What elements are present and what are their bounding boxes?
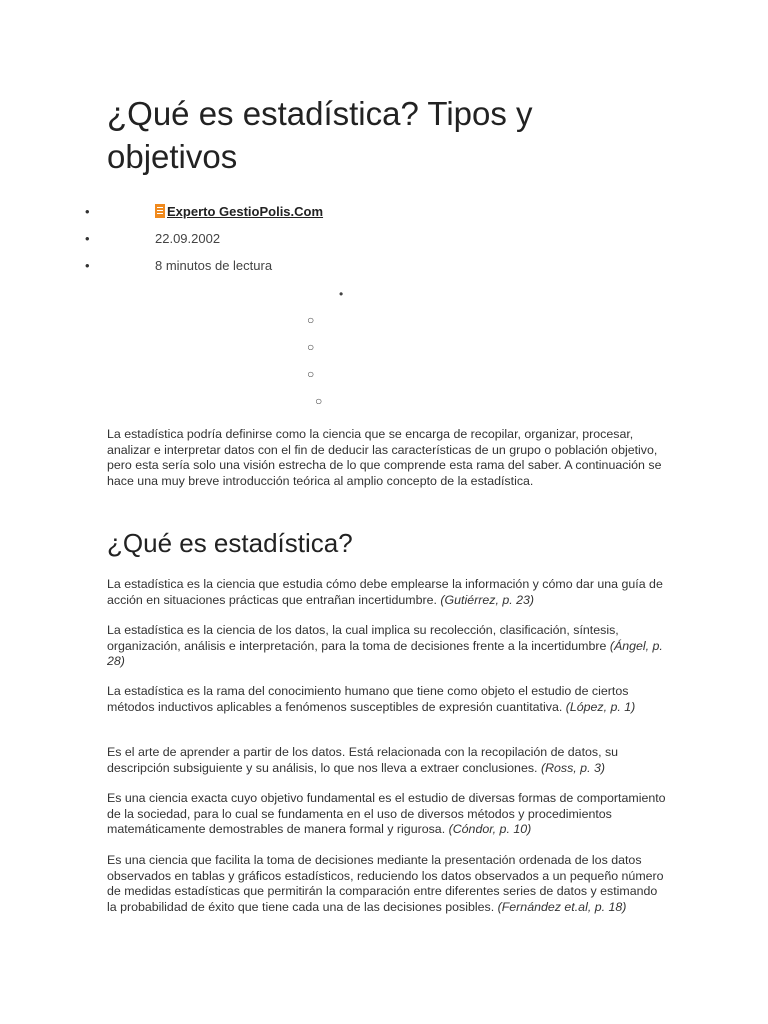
- circle-bullet-icon: ○: [315, 394, 323, 408]
- definition-paragraph: [107, 623, 667, 670]
- circle-bullet-icon: ○: [307, 367, 315, 381]
- document-icon: [155, 204, 165, 218]
- reading-time: 8 minutos de lectura: [155, 258, 273, 273]
- definition-paragraph: [107, 577, 667, 608]
- definition-text: Es una ciencia exacta cuyo objetivo fundamental es el estudio de diversas formas de comportamiento de la sociedad, para lo cual se fundamenta en el uso de diversos métodos y procedimientos matemáticamente demostrables de manera formal y rigurosa.: [107, 791, 666, 836]
- citation: (Ross, p. 3): [540, 760, 605, 775]
- citation: (Gutiérrez, p. 23): [440, 592, 535, 607]
- author-byline: [155, 198, 323, 225]
- meta-item-reading-time: [0, 252, 768, 279]
- definition-text: La estadística es la rama del conocimiento humano que tiene como objeto el estudio de ciertos métodos inductivos aplicables a fenómenos susceptibles de expresión cuantitativa.: [107, 684, 629, 714]
- article-meta-list: [0, 198, 768, 279]
- definition-paragraph: [107, 684, 667, 715]
- definition-text: Es el arte de aprender a partir de los datos. Está relacionada con la recopilación de datos, su descripción subsiguiente y su análisis, lo que nos lleva a extraer conclusiones.: [107, 745, 619, 775]
- definition-paragraph: [107, 853, 667, 915]
- publish-date: 22.09.2002: [155, 231, 221, 246]
- author-link[interactable]: Experto GestioPolis.Com: [167, 204, 324, 219]
- citation: (Ángel, p. 28): [107, 638, 663, 668]
- definition-paragraph: [107, 745, 667, 776]
- circle-bullet-icon: ○: [307, 313, 315, 327]
- section-heading: ¿Qué es estadística?: [107, 528, 353, 558]
- bullet-icon: •: [85, 204, 90, 219]
- page-title: ¿Qué es estadística? Tipos y objetivos: [107, 95, 533, 175]
- citation: (Fernández et.al, p. 18): [497, 899, 627, 914]
- citation: (López, p. 1): [565, 699, 636, 714]
- bullet-icon: •: [85, 231, 90, 246]
- definition-text: Es una ciencia que facilita la toma de decisiones mediante la presentación ordenada de los datos observados en tablas y gráficos estadísticos, reduciendo los datos observados a un pequeño número de medidas estadísticas que permitirán la comparación entre diferentes series de datos y estimando la probabilidad de éxito que tiene cada una de las decisiones posibles.: [107, 853, 664, 914]
- meta-item-author: [0, 198, 768, 225]
- bullet-icon: •: [339, 287, 344, 301]
- citation: (Cóndor, p. 10): [448, 822, 532, 836]
- definition-text: La estadística es la ciencia de los datos, la cual implica su recolección, clasificación, síntesis, organización, análisis e interpretación, para la toma de decisiones frente a la incertidumbre: [107, 623, 619, 653]
- meta-item-date: [0, 225, 768, 252]
- bullet-icon: •: [85, 258, 90, 273]
- definition-paragraph: [107, 791, 667, 838]
- intro-paragraph: La estadística podría definirse como la ciencia que se encarga de recopilar, organizar, procesar, analizar e interpretar datos con el fin de deducir las características de un grupo o población objetivo, pero esta sería solo una visión estrecha de lo que comprende esta rama del saber. A continuación se hace una muy breve introducción teórica al amplio concepto de la estadística.: [107, 427, 662, 488]
- circle-bullet-icon: ○: [307, 340, 315, 354]
- definition-text: La estadística es la ciencia que estudia cómo debe emplearse la información y cómo dar una guía de acción en situaciones prácticas que entrañan incertidumbre.: [107, 577, 663, 607]
